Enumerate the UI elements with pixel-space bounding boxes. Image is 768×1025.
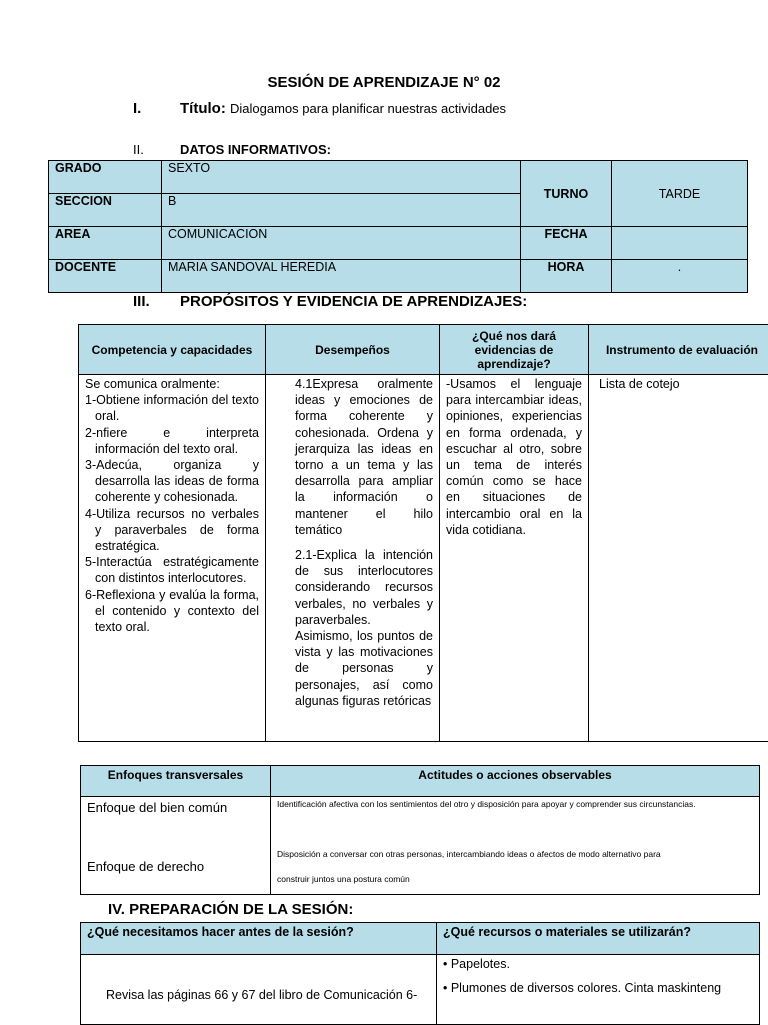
capacidad-item: 4-Utiliza recursos no verbales y paraverbales de forma estratégica. (85, 506, 259, 555)
instrumento-cell: Lista de cotejo (589, 375, 768, 742)
desempeno-2: 2.1-Explica la intención de sus interlocutores considerando recursos verbales, no verbales y paraverbales. (295, 547, 433, 628)
capacidad-item: 2-nfiere e interpreta información del texto oral. (85, 425, 259, 457)
desempenos-cell (266, 375, 440, 742)
actitud-2b: construir juntos una postura común (277, 874, 753, 884)
section-2-label: DATOS INFORMATIVOS: (180, 142, 331, 157)
prop-header-instrumento: Instrumento de evaluación (589, 325, 768, 375)
datos-table (48, 160, 748, 293)
propositos-table (78, 324, 768, 742)
capacidad-item: 1-Obtiene información del texto oral. (85, 392, 259, 424)
section-2-number: II. (133, 142, 144, 157)
enfoques-header: Enfoques transversales (81, 766, 271, 797)
prop-header-evidencias: ¿Qué nos dará evidencias de aprendizaje? (440, 325, 589, 375)
competencia-cell (79, 375, 266, 742)
evidencias-cell: -Usamos el lenguaje para intercambiar ideas, opiniones, experiencias en forma ordenada, y escuchar al otro, sobre un tema de interés común como se hace en situaciones de intercambio oral en la vida cotidiana. (440, 375, 589, 742)
fecha-value (612, 227, 748, 260)
desempeno-1: 4.1Expresa oralmente ideas y emociones de forma coherente y cohesionada. Ordena y jerarquiza las ideas en torno a un tema y las desarrolla para ampliar la información o mantener el hilo temático (295, 376, 433, 538)
capacidad-item: 6-Reflexiona y evalúa la forma, el contenido y contexto del texto oral. (85, 587, 259, 636)
prep-recursos-cell (437, 955, 760, 1025)
actitud-2a: Disposición a conversar con otras personas, intercambiando ideas o afectos de modo alternativo para (277, 849, 753, 859)
enfoques-cell (81, 797, 271, 895)
grado-label: GRADO (49, 161, 162, 194)
capacidad-item: 3-Adecúa, organiza y desarrolla las ideas de forma coherente y cohesionada. (85, 457, 259, 506)
actitudes-header: Actitudes o acciones observables (271, 766, 760, 797)
turno-value: TARDE (612, 161, 748, 227)
actitudes-cell (271, 797, 760, 895)
seccion-value: B (162, 194, 521, 227)
docente-label: DOCENTE (49, 260, 162, 293)
recurso-item: • Papelotes. (443, 956, 753, 972)
actitud-1: Identificación afectiva con los sentimientos del otro y disposición para apoyar y comprender sus circunstancias. (277, 799, 753, 809)
fecha-label: FECHA (521, 227, 612, 260)
section-1-heading (180, 100, 506, 117)
prop-header-competencia: Competencia y capacidades (79, 325, 266, 375)
desempeno-3: Asimismo, los puntos de vista y las motivaciones de personas y personajes, así como algunas figuras retóricas (295, 628, 433, 709)
prep-header-recursos: ¿Qué recursos o materiales se utilizarán? (437, 923, 760, 955)
competencia-title: Se comunica oralmente: (85, 376, 259, 392)
section-3-number: III. (133, 293, 150, 310)
hora-value: . (612, 260, 748, 293)
capacidad-item: 5-Interactúa estratégicamente con distintos interlocutores. (85, 554, 259, 586)
turno-label: TURNO (521, 161, 612, 227)
page-title: SESIÓN DE APRENDIZAJE N° 02 (0, 74, 768, 91)
area-label: AREA (49, 227, 162, 260)
hora-label: HORA (521, 260, 612, 293)
section-3-label: PROPÓSITOS Y EVIDENCIA DE APRENDIZAJES: (180, 293, 527, 310)
section-4-label: IV. PREPARACIÓN DE LA SESIÓN: (108, 901, 353, 918)
grado-value: SEXTO (162, 161, 521, 194)
recurso-item: • Plumones de diversos colores. Cinta maskinteng (443, 980, 753, 996)
preparacion-table (80, 922, 760, 1025)
seccion-label: SECCION (49, 194, 162, 227)
prep-header-antes: ¿Qué necesitamos hacer antes de la sesión? (81, 923, 437, 955)
section-1-number: I. (133, 100, 141, 117)
section-1-label: Título: (180, 100, 226, 117)
docente-value: MARIA SANDOVAL HEREDIA (162, 260, 521, 293)
enfoque-derecho: Enfoque de derecho (87, 859, 264, 874)
section-1-text: Dialogamos para planificar nuestras actividades (230, 101, 506, 116)
prop-header-desempenos: Desempeños (266, 325, 440, 375)
area-value: COMUNICACION (162, 227, 521, 260)
enfoques-table (80, 765, 760, 895)
prep-antes-cell: Revisa las páginas 66 y 67 del libro de Comunicación 6- (81, 955, 437, 1025)
enfoque-bien-comun: Enfoque del bien común (87, 800, 264, 815)
